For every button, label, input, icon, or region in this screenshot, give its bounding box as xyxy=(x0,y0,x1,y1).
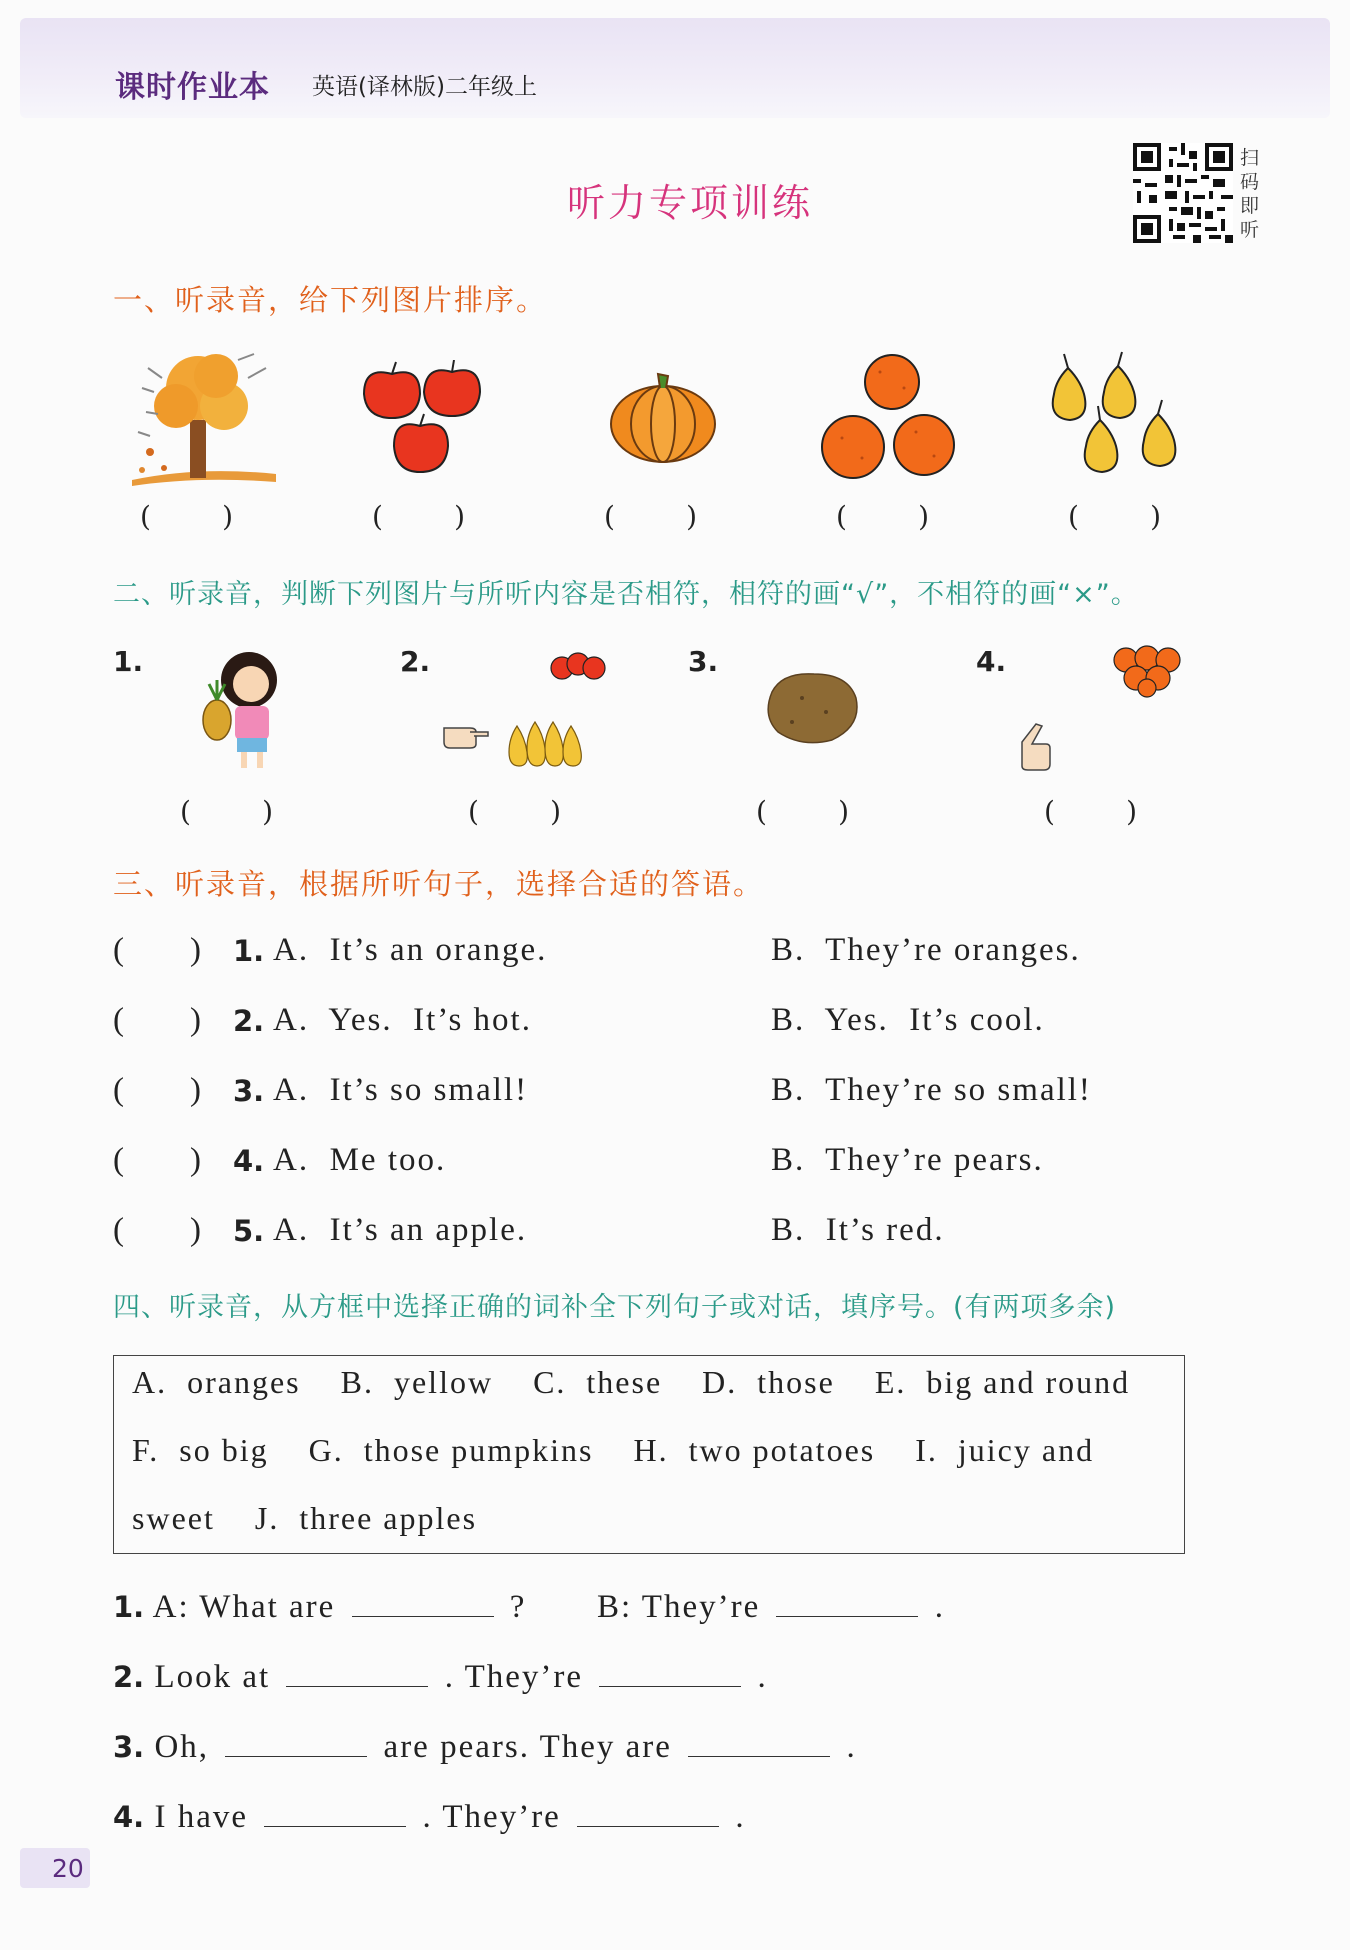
autumn-tree-picture xyxy=(128,348,280,488)
qr-label-char: 码 xyxy=(1240,171,1260,193)
question-number: 5. xyxy=(233,1214,265,1248)
item-number: 2. xyxy=(400,645,431,678)
girl-with-pineapple-picture xyxy=(195,648,287,774)
question-number: 3. xyxy=(233,1074,265,1108)
option-b: B. Yes. It’s cool. xyxy=(771,1002,1045,1038)
word-box-line: sweet J. three apples xyxy=(132,1500,478,1536)
answer-paren[interactable]: ( ) xyxy=(1044,795,1138,828)
sentence-text: . They’re xyxy=(422,1799,561,1835)
sentence-number: 3. xyxy=(113,1730,145,1764)
page-number: 20 xyxy=(52,1854,84,1883)
option-a: A. It’s an orange. xyxy=(273,932,548,968)
book-name: 课时作业本 xyxy=(115,70,270,105)
option-b: B. They’re oranges. xyxy=(771,932,1081,968)
pears-picture xyxy=(505,708,585,770)
word-box-line: F. so big G. those pumpkins H. two potatoes I. juicy and xyxy=(132,1432,1095,1468)
three-apples-picture xyxy=(360,360,485,478)
answer-blank[interactable] xyxy=(286,1658,428,1687)
four-pears-picture xyxy=(1040,350,1188,482)
item-number: 1. xyxy=(113,645,144,678)
sentence-text: . They’re xyxy=(444,1659,584,1695)
book-subtitle: 英语(译林版)二年级上 xyxy=(312,74,537,100)
qr-code-icon[interactable] xyxy=(1133,143,1233,243)
small-apples-picture xyxy=(550,650,606,682)
section1-title: 一、听录音，给下列图片排序。 xyxy=(113,283,548,317)
answer-paren[interactable]: ( ) xyxy=(180,795,274,828)
answer-blank[interactable] xyxy=(599,1658,741,1687)
answer-paren[interactable]: ( ) xyxy=(372,500,466,533)
small-oranges-picture xyxy=(1112,644,1182,698)
answer-paren[interactable]: ( ) xyxy=(1068,500,1162,533)
item-number: 3. xyxy=(688,645,719,678)
option-a: A. It’s an apple. xyxy=(273,1212,528,1248)
item-number: 4. xyxy=(976,645,1007,678)
pumpkin-picture xyxy=(608,370,718,465)
fill-sentence xyxy=(113,1588,945,1626)
answer-paren[interactable]: ( ) xyxy=(113,1212,201,1248)
answer-blank[interactable] xyxy=(688,1728,830,1757)
question-number: 4. xyxy=(233,1144,265,1178)
fill-sentence xyxy=(113,1728,857,1766)
sentence-number: 2. xyxy=(113,1660,145,1694)
qr-label xyxy=(1240,146,1266,242)
option-a: A. Me too. xyxy=(273,1142,447,1178)
sentence-text: Look at xyxy=(154,1659,271,1695)
sentence-text: . xyxy=(757,1659,768,1695)
answer-paren[interactable]: ( ) xyxy=(113,932,201,968)
three-oranges-picture xyxy=(820,352,962,482)
answer-paren[interactable]: ( ) xyxy=(113,1072,201,1108)
sentence-number: 1. xyxy=(113,1590,145,1624)
qr-label-char: 扫 xyxy=(1240,147,1260,169)
option-b: B. They’re pears. xyxy=(771,1142,1044,1178)
question-number: 2. xyxy=(233,1004,265,1038)
word-box xyxy=(113,1355,1185,1554)
answer-blank[interactable] xyxy=(352,1588,494,1617)
potato-picture xyxy=(762,668,862,748)
pointing-up-hand-icon xyxy=(1012,722,1058,772)
sentence-text: A: What are xyxy=(152,1589,336,1625)
sentence-text: . xyxy=(735,1799,746,1835)
sentence-text: ? xyxy=(509,1589,527,1625)
section2-title: 二、听录音，判断下列图片与所听内容是否相符，相符的画“√”，不相符的画“×”。 xyxy=(113,579,1139,610)
option-b: B. It’s red. xyxy=(771,1212,945,1248)
option-a: A. It’s so small! xyxy=(273,1072,529,1108)
sentence-number: 4. xyxy=(113,1800,145,1834)
qr-label-char: 即 xyxy=(1240,195,1260,217)
option-b: B. They’re so small! xyxy=(771,1072,1092,1108)
answer-paren[interactable]: ( ) xyxy=(756,795,850,828)
sentence-text: B: They’re xyxy=(596,1589,761,1625)
sentence-text: Oh, xyxy=(154,1729,210,1765)
qr-label-char: 听 xyxy=(1240,219,1260,241)
answer-blank[interactable] xyxy=(776,1588,918,1617)
answer-blank[interactable] xyxy=(577,1798,719,1827)
fill-sentence xyxy=(113,1658,768,1696)
fill-sentence xyxy=(113,1798,746,1836)
answer-paren[interactable]: ( ) xyxy=(836,500,930,533)
sentence-text: . xyxy=(934,1589,945,1625)
word-box-line: A. oranges B. yellow C. these D. those E. big and round xyxy=(132,1364,1131,1400)
question-number: 1. xyxy=(233,934,265,968)
answer-paren[interactable]: ( ) xyxy=(140,500,234,533)
page-title: 听力专项训练 xyxy=(566,181,813,225)
sentence-text: are pears. They are xyxy=(383,1729,672,1765)
answer-paren[interactable]: ( ) xyxy=(604,500,698,533)
answer-blank[interactable] xyxy=(264,1798,406,1827)
sentence-text: I have xyxy=(154,1799,248,1835)
section3-title: 三、听录音，根据所听句子，选择合适的答语。 xyxy=(113,867,765,901)
answer-paren[interactable]: ( ) xyxy=(113,1002,201,1038)
answer-paren[interactable]: ( ) xyxy=(113,1142,201,1178)
answer-blank[interactable] xyxy=(225,1728,367,1757)
section4-title: 四、听录音，从方框中选择正确的词补全下列句子或对话，填序号。(有两项多余) xyxy=(113,1292,1117,1323)
pointing-hand-icon xyxy=(440,718,490,752)
option-a: A. Yes. It’s hot. xyxy=(273,1002,532,1038)
answer-paren[interactable]: ( ) xyxy=(468,795,562,828)
sentence-text: . xyxy=(846,1729,857,1765)
